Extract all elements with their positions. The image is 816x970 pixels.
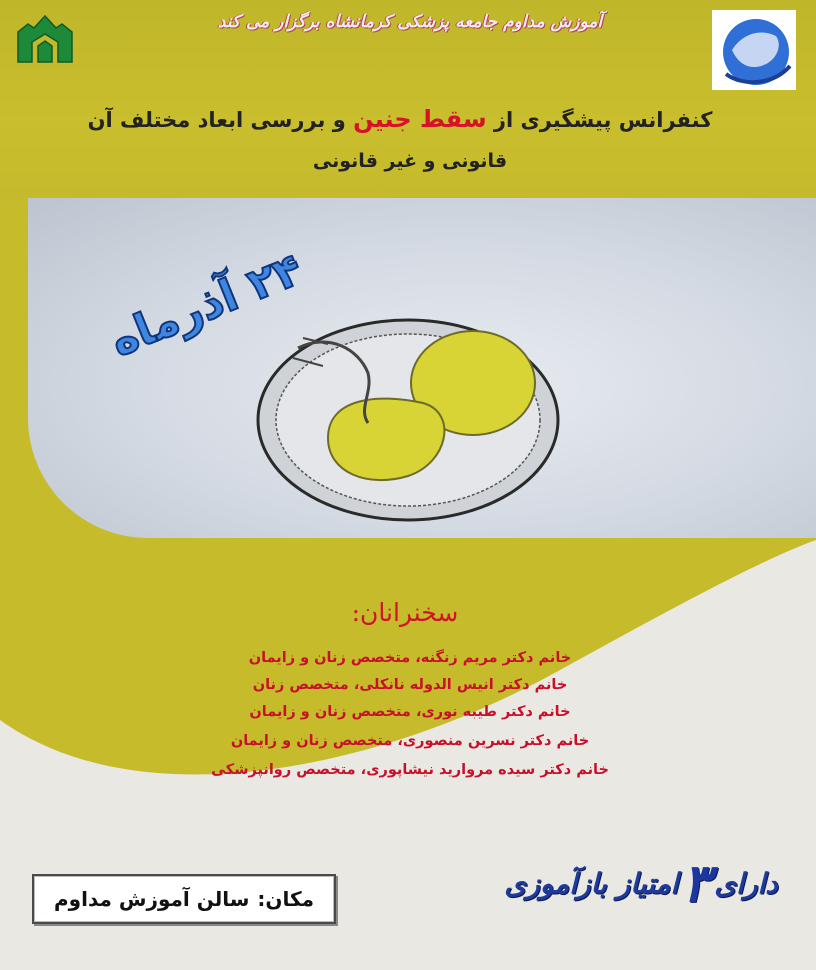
speaker-item: خانم دکتر نسرین منصوری، متخصص زنان و زایمان	[230, 733, 590, 749]
globe-logo-icon	[712, 10, 796, 90]
credit-prefix: دارای	[714, 866, 778, 900]
title-part-before: کنفرانس پیشگیری از	[486, 108, 713, 132]
credit-number: ۳	[682, 852, 711, 914]
organizer-text: آموزش مداوم جامعه پزشکی کرمانشاه برگزار می کند	[217, 12, 603, 32]
date-text: ۲۴ آذرماه	[103, 243, 310, 367]
speaker-item: خانم دکتر انیس الدوله نانکلی، متخصص زنان	[252, 677, 568, 693]
title-part-after: و بررسی ابعاد مختلف آن	[87, 108, 354, 132]
speakers-heading: سخنرانان:	[351, 598, 459, 627]
conference-subtitle: قانونی و غیر قانونی	[312, 150, 508, 172]
conference-title	[60, 105, 740, 133]
location-box	[32, 874, 336, 924]
speaker-item: خانم دکتر سیده مروارید نیشاپوری، متخصص روانپزشکی	[211, 762, 609, 778]
location-value: سالن آموزش مداوم	[54, 887, 250, 911]
speaker-item: خانم دکتر طیبه نوری، متخصص زنان و زایمان	[249, 704, 571, 720]
credit-text	[496, 848, 786, 918]
title-highlight: سقط جنین	[353, 105, 487, 133]
location-label: مکان:	[257, 887, 314, 911]
credit-suffix: امتیاز بازآموزی	[504, 866, 679, 900]
date-badge	[60, 222, 350, 382]
speaker-item: خانم دکتر مریم زنگنه، متخصص زنان و زایمان	[248, 650, 572, 666]
university-logo-icon	[14, 12, 76, 64]
